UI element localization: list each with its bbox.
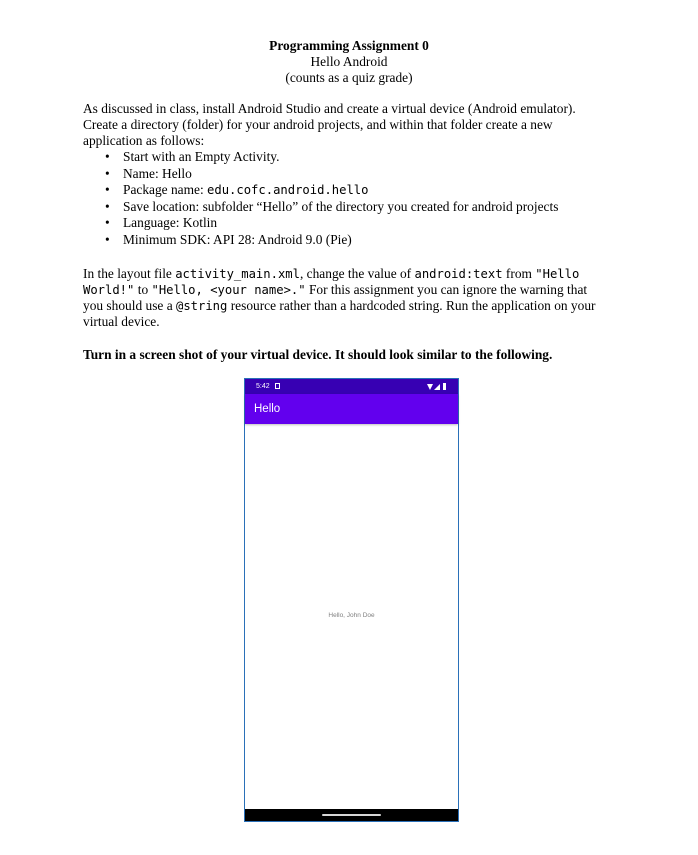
- package-name-code: edu.cofc.android.hello: [207, 183, 369, 197]
- assignment-title: Programming Assignment 0: [269, 38, 429, 53]
- wifi-icon: [427, 384, 433, 390]
- list-item: • Minimum SDK: API 28: Android 9.0 (Pie): [123, 232, 608, 249]
- home-handle[interactable]: [322, 814, 381, 816]
- app-bar: [245, 394, 458, 424]
- list-item: [123, 182, 608, 199]
- list-item: • Name: Hello: [123, 166, 608, 183]
- hello-text: Hello, John Doe: [328, 612, 375, 619]
- notification-icon: [275, 383, 280, 389]
- text-run: to: [134, 282, 152, 297]
- app-title: Hello: [254, 403, 281, 415]
- intro-paragraph: As discussed in class, install Android Studio and create a virtual device (Android emulator). Create a directory (folder) for your android projects, and within that folder create a new application as follows:: [83, 101, 576, 148]
- text-run: from: [502, 266, 536, 281]
- package-label: Package name:: [123, 182, 208, 197]
- status-time: 5:42: [256, 383, 270, 390]
- code-android-text: android:text: [414, 267, 503, 281]
- intro-section: [83, 101, 608, 248]
- list-item: • Start with an Empty Activity.: [123, 149, 608, 166]
- status-bar: [245, 379, 458, 394]
- layout-paragraph: [83, 266, 608, 330]
- document-header: [0, 38, 698, 86]
- code-old-value: "Hello World!": [83, 267, 580, 297]
- status-icons: [427, 382, 446, 391]
- signal-icon: [434, 384, 440, 390]
- assignment-subtitle: Hello Android: [310, 54, 388, 69]
- assignment-note: (counts as a quiz grade): [285, 70, 413, 85]
- setup-list: [83, 149, 608, 248]
- text-run: resource rather than a hardcoded string. Run the application on your virtual device.: [83, 298, 596, 329]
- list-item: • Language: Kotlin: [123, 215, 608, 232]
- battery-icon: [443, 383, 446, 390]
- navigation-bar: [245, 809, 458, 821]
- instruction-text: Turn in a screen shot of your virtual device. It should look similar to the following.: [83, 347, 553, 362]
- emulator-screenshot: [244, 378, 459, 822]
- list-item: • Save location: subfolder “Hello” of the directory you created for android projects: [123, 199, 608, 216]
- code-layout-file: activity_main.xml: [175, 267, 300, 281]
- text-run: For this assignment you can ignore the warning that you should use a: [83, 282, 588, 313]
- code-new-value: "Hello, <your name>.": [151, 283, 306, 297]
- text-run: , change the value of: [299, 266, 415, 281]
- code-string-resource: @string: [175, 299, 228, 313]
- text-run: In the layout file: [83, 266, 176, 281]
